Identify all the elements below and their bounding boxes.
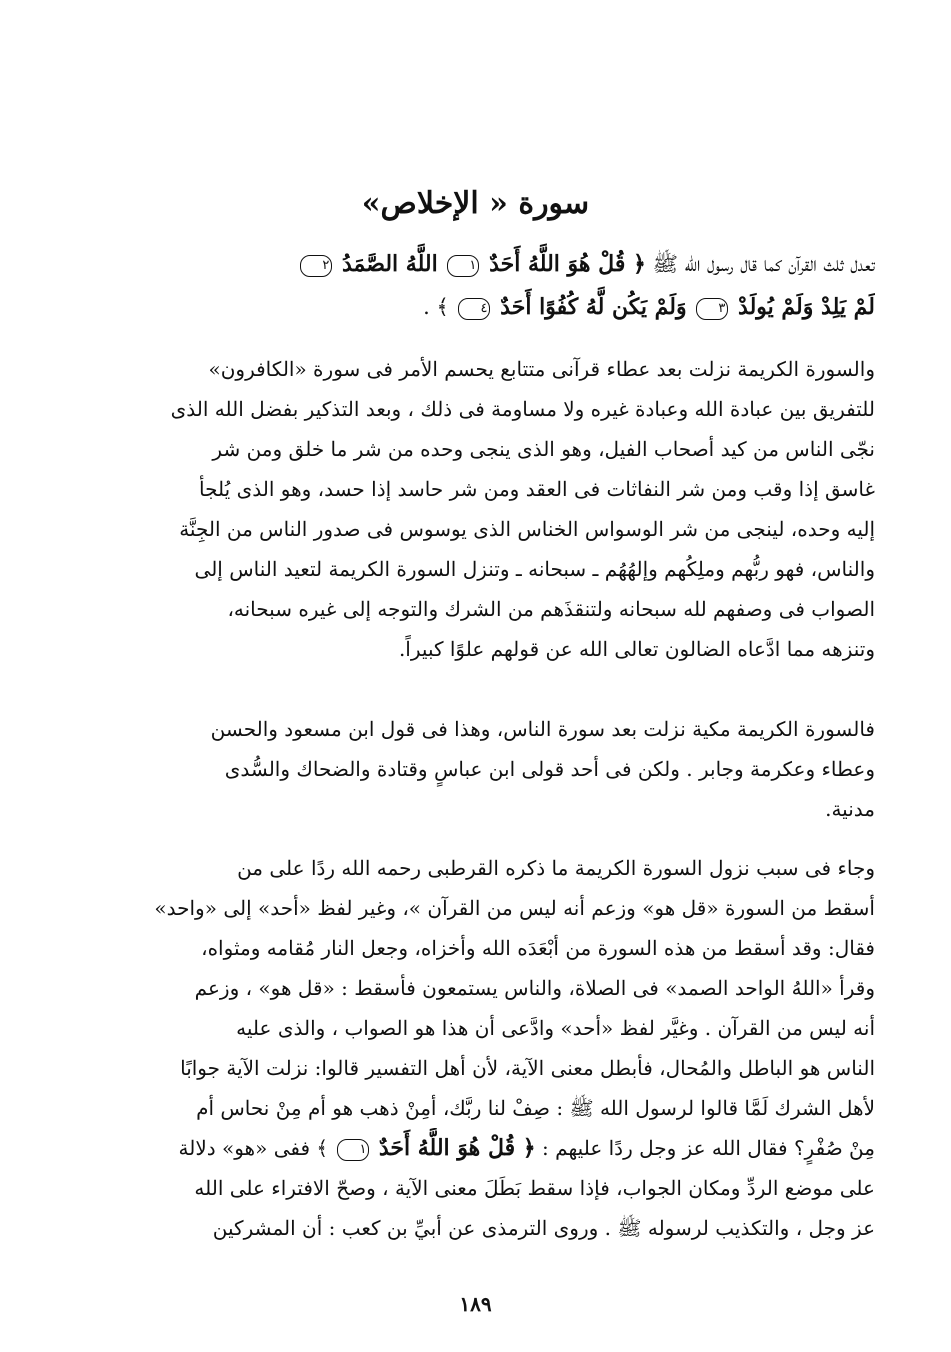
ayah-number-marker: ١ bbox=[447, 255, 479, 277]
text-line: غاسق إذا وقب ومن شر النفاثات فى العقد ومن شر حاسد إذا حسد، وهو الذى يُلجأ bbox=[199, 477, 875, 501]
intro-paragraph bbox=[140, 243, 875, 329]
text-line: وجاء فى سبب نزول السورة الكريمة ما ذكره القرطبى رحمه الله ردًا على من bbox=[237, 856, 875, 880]
intro-line-1 bbox=[140, 243, 875, 286]
quran-verse-2: اللَّهُ الصَّمَدُ bbox=[341, 251, 438, 277]
text-line: والناس، فهو ربُّهم وملِكُهم وإلهُهُم ـ سبحانه ـ وتنزل السورة الكريمة لتعيد الناس إلى bbox=[194, 557, 875, 581]
text-line: للتفريق بين عبادة الله وعبادة غيره ولا مساومة فى ذلك ، وبعد التذكير بفضل الله الذى bbox=[170, 397, 875, 421]
intro-text: تعدل ثلث القرآن كما قال رسول الله ﷺ bbox=[652, 252, 875, 276]
text-segment: ﴾ ففى «هو» دلالة bbox=[178, 1136, 329, 1160]
text-line: والسورة الكريمة نزلت بعد عطاء قرآنى متتابع يحسم الأمر فى سورة «الكافرون» bbox=[208, 357, 875, 381]
paragraph-1 bbox=[140, 349, 875, 669]
quran-verse-4: وَلَمْ يَكُن لَّهُ كُفُوًا أَحَدٌ bbox=[500, 294, 687, 320]
text-line: لأهل الشرك لَمَّا قالوا لرسول الله ﷺ : صِفْ لنا ربَّك، أمِنْ ذهب هو أم مِنْ نحاس أم bbox=[196, 1096, 875, 1120]
text-line: فقال: وقد أسقط من هذه السورة من أبْعَدَه الله وأخزاه، وجعل النار مُقامه ومثواه، bbox=[201, 936, 875, 960]
verse-close: ﴾ . bbox=[423, 295, 449, 319]
quran-verse-3: لَمْ يَلِدْ وَلَمْ يُولَدْ bbox=[738, 294, 875, 320]
text-line: فالسورة الكريمة مكية نزلت بعد سورة الناس، وهذا فى قول ابن مسعود والحسن bbox=[210, 717, 875, 741]
text-line: الناس هو الباطل والمُحال، فأبطل معنى الآية، لأن أهل التفسير قالوا: نزلت الآية جوابًا bbox=[180, 1056, 875, 1080]
text-line: الصواب فى وصفهم لله سبحانه ولتنقذَهم من الشرك والتوجه إلى غيره سبحانه، bbox=[227, 597, 875, 621]
text-line: مدنية. bbox=[825, 797, 875, 821]
ayah-number-marker: ٢ bbox=[300, 255, 332, 277]
page-number: ١٨٩ bbox=[459, 1292, 492, 1316]
text-line: إليه وحده، لينجى من شر الوسواس الخناس الذى يوسوس فى صدور الناس من الجِنَّة bbox=[179, 517, 875, 541]
text-line-with-verse bbox=[140, 1128, 875, 1168]
text-line: وعطاء وعكرمة وجابر . ولكن فى أحد قولى ابن عباسٍ وقتادة والضحاك والسُّدى bbox=[224, 757, 875, 781]
text-line: نجّى الناس من كيد أصحاب الفيل، وهو الذى ينجى وحده من شر ما خلق ومن شر bbox=[212, 437, 875, 461]
ayah-number-marker: ٣ bbox=[696, 298, 728, 320]
paragraph-2 bbox=[140, 709, 875, 829]
paragraph-3 bbox=[140, 848, 875, 1248]
surah-title: سورة « الإخلاص» bbox=[361, 186, 590, 221]
quran-verse-1: ﴿ قُلْ هُوَ اللَّهُ أَحَدٌ bbox=[489, 251, 646, 277]
intro-line-2 bbox=[140, 286, 875, 329]
text-line: أنه ليس من القرآن . وغيَّر لفظ «أحد» وادَّعى أن هذا هو الصواب ، والذى عليه bbox=[236, 1016, 875, 1040]
ayah-number-marker: ٤ bbox=[458, 298, 490, 320]
text-line: عز وجل ، والتكذيب لرسوله ﷺ . وروى الترمذى عن أبيِّ بن كعب : أن المشركين bbox=[212, 1216, 875, 1240]
ayah-number-marker: ١ bbox=[337, 1139, 369, 1161]
text-line: وقرأ «اللهُ الواحد الصمد» فى الصلاة، والناس يستمعون فأسقط : «قل هو» ، وزعم bbox=[194, 976, 875, 1000]
text-line: وتنزهه مما ادَّعاه الضالون تعالى الله عن قولهم علوًا كبيراً. bbox=[398, 637, 875, 661]
text-line: على موضع الردِّ ومكان الجواب، فإذا سقط بَطَلَ معنى الآية ، وصحّ الافتراء على الله bbox=[194, 1176, 875, 1200]
quran-verse-inline: ﴿ قُلْ هُوَ اللَّهُ أَحَدٌ bbox=[378, 1135, 536, 1161]
text-segment: مِنْ صُفْرٍ؟ فقال الله عز وجل ردًا عليهم : bbox=[542, 1136, 875, 1160]
text-line: أسقط من السورة «قل هو» وزعم أنه ليس من القرآن »، وغير لفظ «أحد» إلى «واحد» bbox=[154, 896, 875, 920]
